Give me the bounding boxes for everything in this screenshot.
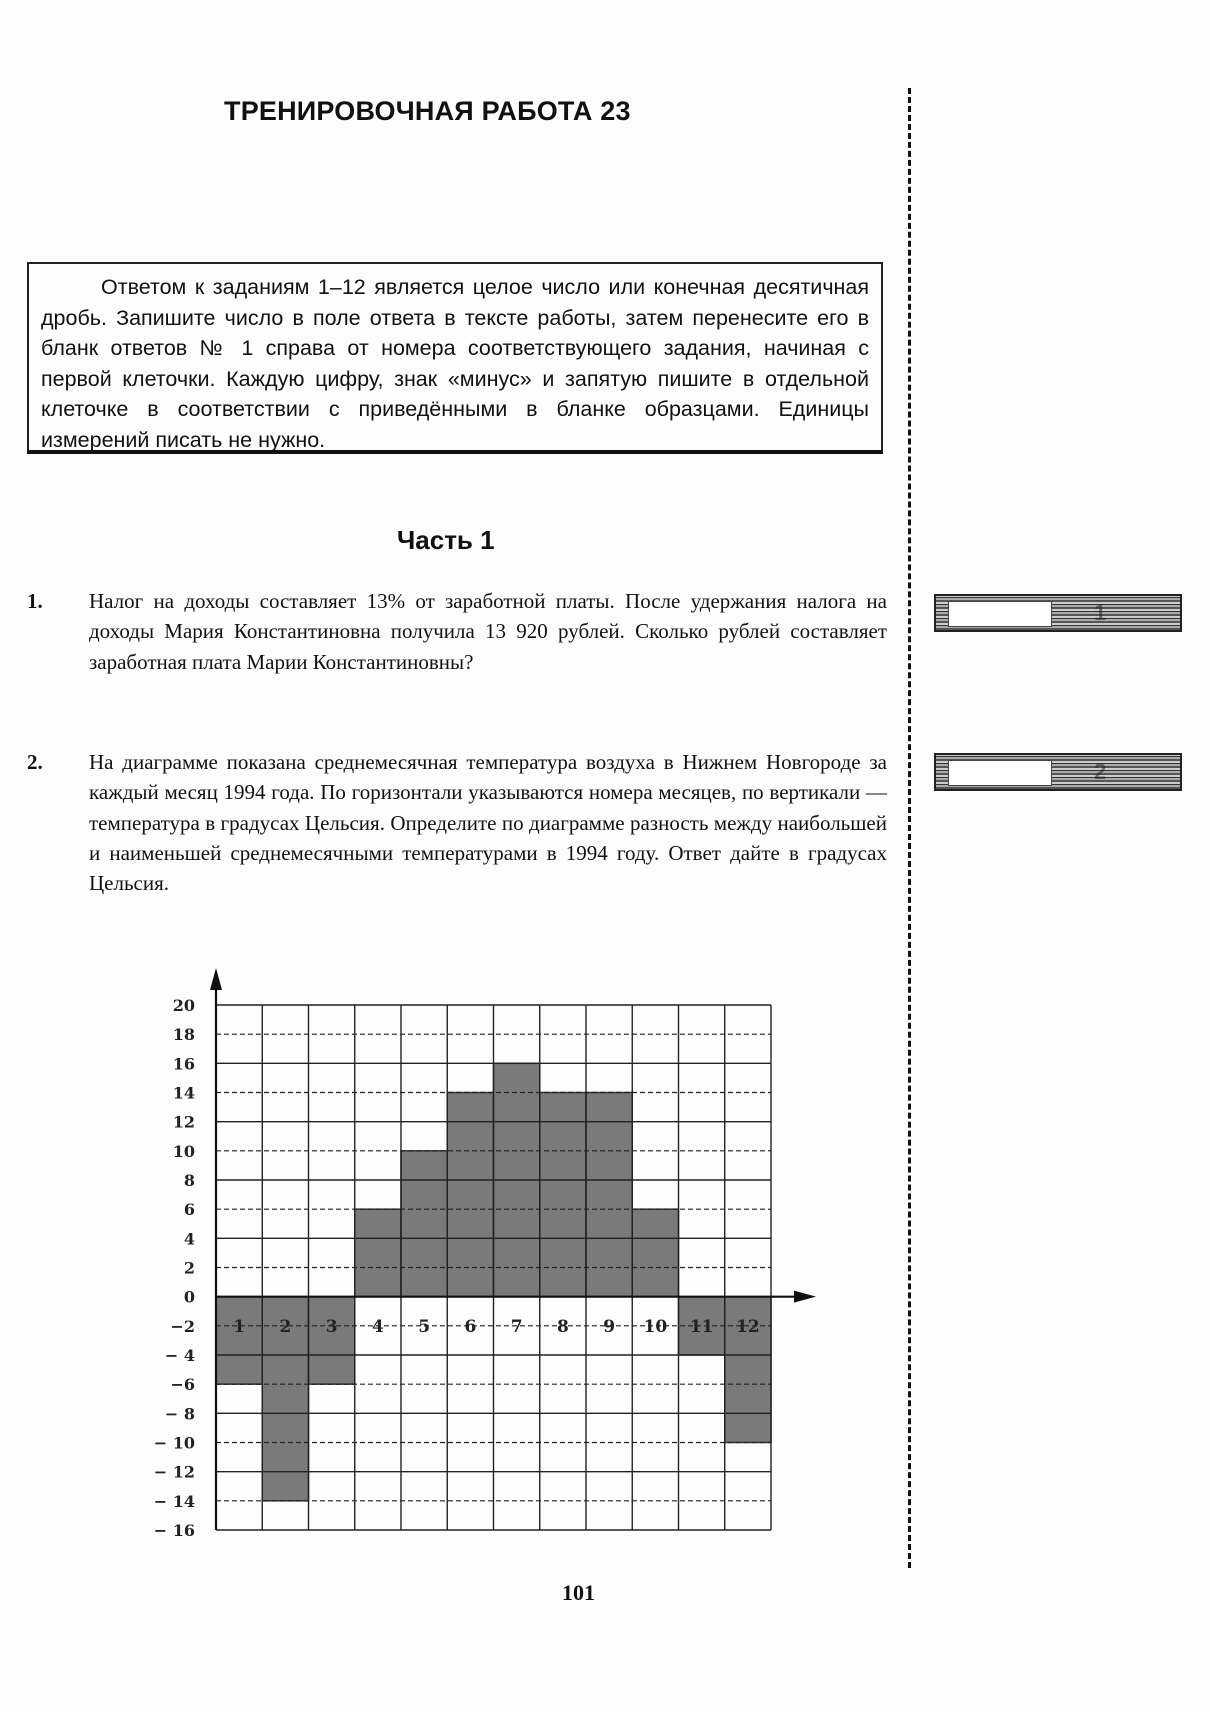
x-tick-label: 10 xyxy=(643,1316,668,1337)
x-tick-label: 8 xyxy=(556,1316,569,1337)
y-tick-label: 4 xyxy=(183,1229,195,1249)
x-tick-label: 11 xyxy=(689,1316,714,1337)
bar-month-1 xyxy=(216,1297,262,1385)
y-tick-label: 10 xyxy=(172,1141,195,1161)
bar-month-10 xyxy=(632,1209,678,1297)
x-tick-label: 2 xyxy=(279,1316,292,1337)
y-tick-label: − 16 xyxy=(153,1521,195,1540)
task-number: 1. xyxy=(27,589,43,613)
bar-month-5 xyxy=(401,1151,447,1297)
y-tick-label: − 14 xyxy=(153,1491,195,1511)
y-tick-label: 0 xyxy=(183,1287,195,1307)
x-axis-arrow-icon xyxy=(794,1291,816,1303)
x-tick-label: 7 xyxy=(510,1316,523,1337)
answer-box-number: 2 xyxy=(1094,759,1107,784)
y-tick-label: − 8 xyxy=(164,1404,195,1424)
x-tick-label: 12 xyxy=(736,1316,760,1337)
instructions-text: Ответом к заданиям 1–12 является целое число или конечная десятичная дробь. Запишите число в поле ответа в тексте работы, затем перенесите его в бланк ответов № 1 справа от номера соответствующего задания, начиная с первой клеточки. Каждую цифру, знак «минус» и запятую пишите в отдельной клеточке в соответствии с приведёнными в бланке образцами. Единицы измерений писать не нужно. xyxy=(41,275,869,452)
answer-box-number: 1 xyxy=(1094,600,1107,625)
task-number: 2. xyxy=(27,750,43,774)
y-tick-label: 18 xyxy=(172,1025,195,1045)
y-tick-label: − 4 xyxy=(164,1346,195,1365)
x-tick-label: 1 xyxy=(233,1316,246,1337)
y-tick-label: 12 xyxy=(172,1112,195,1132)
bar-month-3 xyxy=(309,1297,355,1385)
bar-month-6 xyxy=(447,1093,493,1297)
y-tick-label: 14 xyxy=(172,1083,195,1103)
y-tick-label: −6 xyxy=(170,1375,195,1395)
bar-month-9 xyxy=(586,1093,632,1297)
y-tick-label: 6 xyxy=(183,1200,195,1220)
y-tick-label: 20 xyxy=(172,996,195,1015)
bar-month-4 xyxy=(355,1209,401,1297)
x-tick-label: 3 xyxy=(325,1316,338,1337)
y-tick-label: 16 xyxy=(172,1054,195,1074)
page-number: 101 xyxy=(562,1580,595,1605)
task-text: На диаграмме показана среднемесячная температура воздуха в Нижнем Новгороде за каждый месяц 1994 года. По горизонтали указываются номера месяцев, по вертикали — температура в градусах Цельсия. Определите по диаграмме разность между наибольшей и наименьшей среднемесячными температурами в 1994 году. Ответ дайте в градусах Цельсия. xyxy=(89,750,887,896)
y-tick-label: − 10 xyxy=(153,1433,195,1453)
y-tick-label: −2 xyxy=(170,1316,195,1336)
page-title: ТРЕНИРОВОЧНАЯ РАБОТА 23 xyxy=(224,96,631,126)
y-tick-label: 8 xyxy=(183,1171,195,1190)
y-tick-label: − 12 xyxy=(153,1462,195,1482)
y-tick-label: 2 xyxy=(183,1258,195,1278)
x-tick-label: 4 xyxy=(371,1316,384,1337)
x-tick-label: 9 xyxy=(603,1316,616,1337)
y-axis-arrow-icon xyxy=(210,968,222,990)
bar-month-8 xyxy=(540,1093,586,1297)
x-tick-label: 6 xyxy=(464,1316,477,1337)
part-title: Часть 1 xyxy=(397,525,495,555)
task-text: Налог на доходы составляет 13% от заработной платы. После удержания налога на доходы Мария Константиновна получила 13 920 рублей. Сколько рублей составляет заработная плата Марии Константиновны? xyxy=(89,589,887,674)
x-tick-label: 5 xyxy=(418,1316,431,1337)
